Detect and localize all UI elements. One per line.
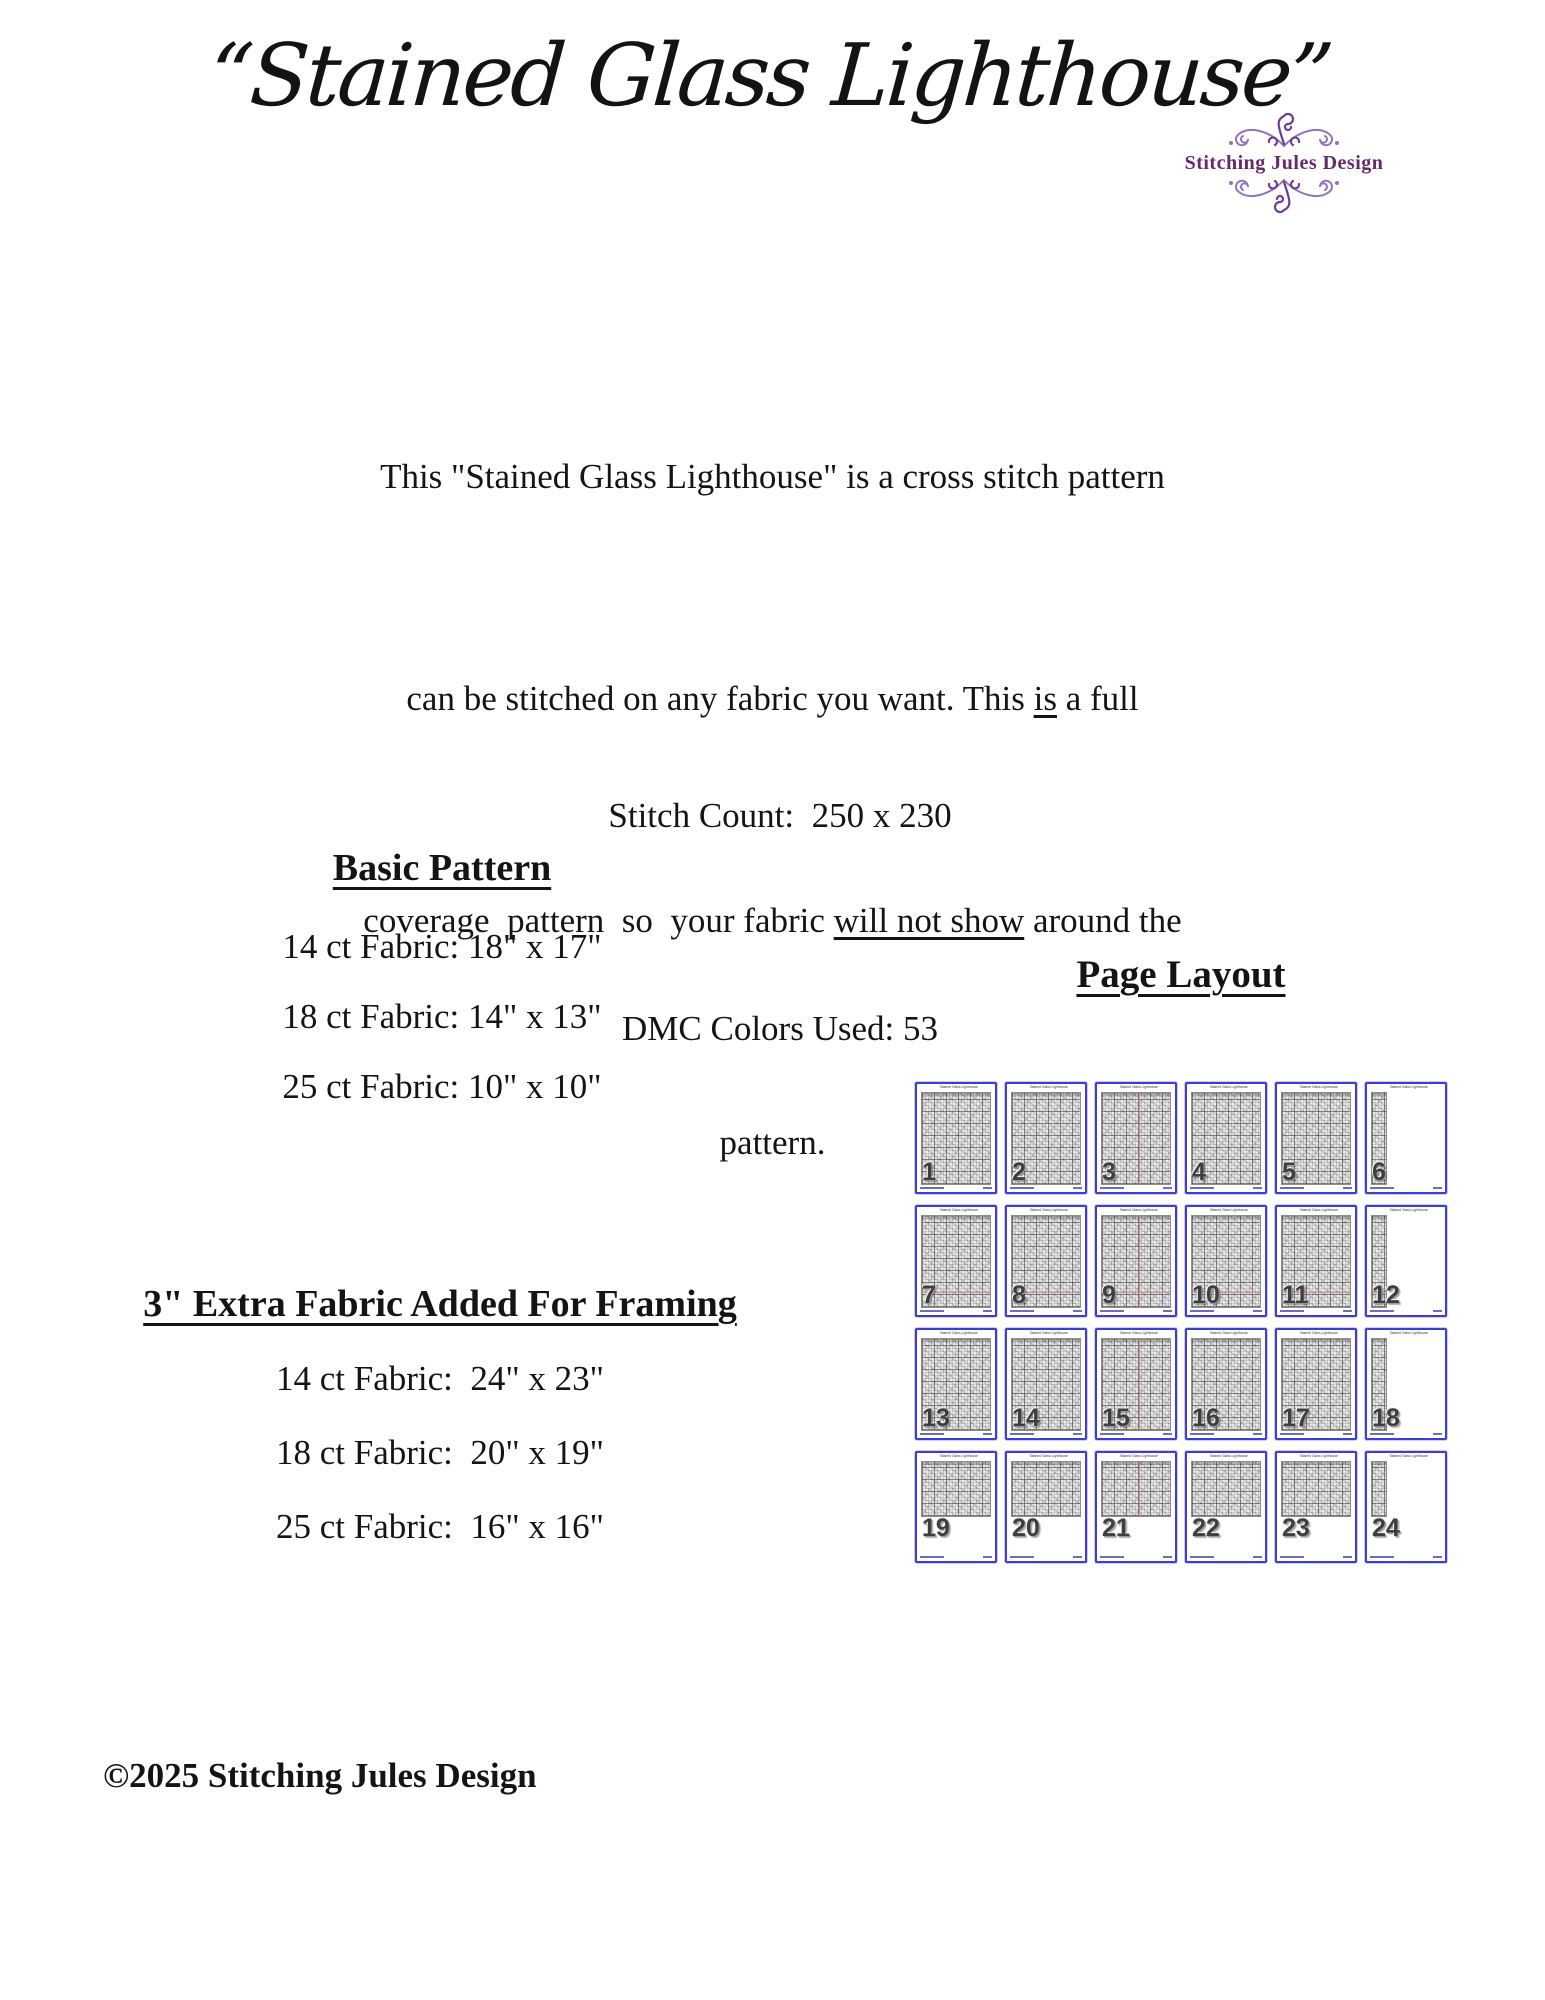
thumbnail-footer-right [1073, 1310, 1082, 1312]
thumbnail-footer-right [1433, 1310, 1442, 1312]
page-number: 24 [1372, 1514, 1400, 1542]
chart-center-vline [1139, 1093, 1140, 1184]
thumbnail-title: Stained Glass Lighthouse [939, 1208, 978, 1212]
thumbnail-footer-left [1370, 1187, 1394, 1189]
page-number: 6 [1372, 1158, 1386, 1186]
thumbnail-title: Stained Glass Lighthouse [1389, 1331, 1428, 1335]
stitch-chart-preview [921, 1461, 991, 1517]
framing-heading: 3" Extra Fabric Added For Framing [143, 1283, 737, 1325]
thumbnail-footer-right [1253, 1556, 1262, 1558]
fabric-size-line: 18 ct Fabric: 20" x 19" [276, 1433, 604, 1472]
thumbnail-footer-left [1190, 1433, 1214, 1435]
page-thumbnail [1185, 1328, 1267, 1440]
thumbnail-footer-left [1190, 1187, 1214, 1189]
page-number: 2 [1012, 1158, 1026, 1186]
page-thumbnail [915, 1082, 997, 1194]
page-number: 15 [1102, 1404, 1130, 1432]
thumbnail-footer-right [1073, 1187, 1082, 1189]
thumbnail-footer-right [1253, 1310, 1262, 1312]
thumbnail-title: Stained Glass Lighthouse [1209, 1454, 1248, 1458]
thumbnail-footer-right [983, 1556, 992, 1558]
thumbnail-footer-right [1343, 1310, 1352, 1312]
thumbnail-footer-left [1280, 1556, 1304, 1558]
stitch-count: Stitch Count: 250 x 230 [608, 796, 952, 835]
thumbnail-footer-right [1253, 1187, 1262, 1189]
thumbnail-title: Stained Glass Lighthouse [1029, 1331, 1068, 1335]
page-number: 10 [1192, 1281, 1220, 1309]
intro-line: pattern. [719, 1123, 826, 1162]
thumbnail-footer-left [1280, 1433, 1304, 1435]
thumbnail-footer-right [1163, 1556, 1172, 1558]
page-thumbnail [1365, 1328, 1447, 1440]
page-number: 11 [1282, 1281, 1309, 1309]
thumbnail-footer-right [1073, 1556, 1082, 1558]
thumbnail-footer-left [1100, 1187, 1124, 1189]
stitch-chart-preview [1101, 1461, 1171, 1517]
thumbnail-title: Stained Glass Lighthouse [1119, 1208, 1158, 1212]
thumbnail-footer-right [1073, 1433, 1082, 1435]
thumbnail-title: Stained Glass Lighthouse [1209, 1331, 1248, 1335]
thumbnail-footer-left [1280, 1187, 1304, 1189]
thumbnail-footer-left [1100, 1556, 1124, 1558]
thumbnail-title: Stained Glass Lighthouse [1029, 1208, 1068, 1212]
thumbnail-footer-right [1163, 1187, 1172, 1189]
thumbnail-footer-right [1433, 1556, 1442, 1558]
thumbnail-title: Stained Glass Lighthouse [939, 1331, 978, 1335]
page-thumbnail [1185, 1205, 1267, 1317]
page-number: 18 [1372, 1404, 1400, 1432]
page-number: 21 [1102, 1514, 1130, 1542]
page-number: 19 [922, 1514, 950, 1542]
thumbnail-title: Stained Glass Lighthouse [939, 1454, 978, 1458]
page-number: 5 [1282, 1158, 1296, 1186]
intro-line: can be stitched on any fabric you want. This is a full [406, 679, 1139, 718]
thumbnail-footer-right [1163, 1310, 1172, 1312]
page-number: 8 [1012, 1281, 1026, 1309]
chart-center-vline [1139, 1339, 1140, 1430]
thumbnail-footer-right [1253, 1433, 1262, 1435]
thumbnail-footer-left [1100, 1310, 1124, 1312]
thumbnail-title: Stained Glass Lighthouse [939, 1085, 978, 1089]
thumbnail-footer-right [1163, 1433, 1172, 1435]
thumbnail-footer-right [983, 1187, 992, 1189]
page-number: 9 [1102, 1281, 1116, 1309]
thumbnail-footer-left [920, 1556, 944, 1558]
fabric-size-line: 14 ct Fabric: 18" x 17" [282, 927, 602, 966]
page-thumbnail [1365, 1205, 1447, 1317]
thumbnail-footer-right [1433, 1433, 1442, 1435]
copyright-text: ©2025 Stitching Jules Design [103, 1756, 537, 1795]
page-thumbnail [1185, 1082, 1267, 1194]
thumbnail-footer-left [1100, 1433, 1124, 1435]
page-thumbnail [915, 1205, 997, 1317]
page-thumbnail [1275, 1328, 1357, 1440]
thumbnail-title: Stained Glass Lighthouse [1119, 1454, 1158, 1458]
stitch-chart-preview [1191, 1461, 1261, 1517]
thumbnail-footer-right [1343, 1556, 1352, 1558]
intro-line: This "Stained Glass Lighthouse" is a cross stitch pattern [380, 457, 1165, 496]
page-thumbnail [1365, 1082, 1447, 1194]
thumbnail-title: Stained Glass Lighthouse [1029, 1085, 1068, 1089]
thumbnail-title: Stained Glass Lighthouse [1029, 1454, 1068, 1458]
fabric-size-line: 14 ct Fabric: 24" x 23" [276, 1359, 604, 1398]
page-layout-grid [915, 1082, 1447, 1563]
page-number: 13 [922, 1404, 950, 1432]
page-number: 3 [1102, 1158, 1116, 1186]
thumbnail-footer-left [1010, 1433, 1034, 1435]
thumbnail-footer-left [920, 1310, 944, 1312]
page-number: 22 [1192, 1514, 1220, 1542]
page-thumbnail [1005, 1328, 1087, 1440]
page-thumbnail [1185, 1451, 1267, 1563]
basic-pattern-heading: Basic Pattern [332, 847, 552, 889]
brand-logo [1178, 112, 1390, 214]
thumbnail-footer-left [1280, 1310, 1304, 1312]
thumbnail-footer-left [1370, 1433, 1394, 1435]
fabric-size-line: 25 ct Fabric: 10" x 10" [282, 1067, 602, 1106]
thumbnail-title: Stained Glass Lighthouse [1389, 1208, 1428, 1212]
thumbnail-title: Stained Glass Lighthouse [1119, 1331, 1158, 1335]
page-thumbnail [1275, 1082, 1357, 1194]
page-number: 23 [1282, 1514, 1310, 1542]
thumbnail-footer-left [1010, 1556, 1034, 1558]
pattern-title: “Stained Glass Lighthouse” [205, 26, 1335, 126]
page-thumbnail [1095, 1328, 1177, 1440]
stitch-chart-preview [1011, 1461, 1081, 1517]
thumbnail-title: Stained Glass Lighthouse [1389, 1454, 1428, 1458]
page-number: 1 [922, 1158, 936, 1186]
basic-pattern-section [117, 846, 767, 1122]
page-number: 16 [1192, 1404, 1220, 1432]
thumbnail-footer-left [1010, 1187, 1034, 1189]
thumbnail-title: Stained Glass Lighthouse [1299, 1208, 1338, 1212]
dmc-colors-used: DMC Colors Used: 53 [622, 1009, 938, 1048]
thumbnail-footer-left [1010, 1310, 1034, 1312]
thumbnail-footer-right [1433, 1187, 1442, 1189]
thumbnail-title: Stained Glass Lighthouse [1299, 1331, 1338, 1335]
page-thumbnail [1005, 1082, 1087, 1194]
thumbnail-footer-right [983, 1433, 992, 1435]
thumbnail-title: Stained Glass Lighthouse [1209, 1085, 1248, 1089]
thumbnail-footer-right [1343, 1187, 1352, 1189]
logo-flourish-top-icon [1209, 112, 1359, 152]
thumbnail-footer-left [920, 1187, 944, 1189]
thumbnail-footer-left [1190, 1556, 1214, 1558]
stitch-chart-preview [1371, 1461, 1387, 1517]
page-thumbnail [1095, 1451, 1177, 1563]
thumbnail-title: Stained Glass Lighthouse [1209, 1208, 1248, 1212]
intro-line: coverage pattern so your fabric will not show around the [363, 901, 1182, 940]
chart-center-vline [1139, 1462, 1140, 1516]
framing-section [60, 1282, 820, 1564]
stitch-chart-preview [1281, 1461, 1351, 1517]
thumbnail-title: Stained Glass Lighthouse [1119, 1085, 1158, 1089]
thumbnail-footer-left [1370, 1310, 1394, 1312]
page-thumbnail [915, 1451, 997, 1563]
logo-flourish-bottom-icon [1209, 174, 1359, 214]
page-number: 14 [1012, 1404, 1040, 1432]
page-number: 17 [1282, 1404, 1310, 1432]
thumbnail-footer-left [1190, 1310, 1214, 1312]
page-thumbnail [1095, 1082, 1177, 1194]
fabric-size-line: 18 ct Fabric: 14" x 13" [282, 997, 602, 1036]
page-number: 12 [1372, 1281, 1400, 1309]
page-thumbnail [1365, 1451, 1447, 1563]
page-thumbnail [1275, 1451, 1357, 1563]
fabric-size-line: 25 ct Fabric: 16" x 16" [276, 1507, 604, 1546]
page-thumbnail [915, 1328, 997, 1440]
thumbnail-title: Stained Glass Lighthouse [1299, 1085, 1338, 1089]
page-number: 20 [1012, 1514, 1040, 1542]
thumbnail-footer-right [1343, 1433, 1352, 1435]
page-number: 7 [922, 1281, 936, 1309]
page-number: 4 [1192, 1158, 1206, 1186]
thumbnail-footer-left [1370, 1556, 1394, 1558]
logo-text: Stitching Jules Design [1184, 152, 1384, 174]
thumbnail-title: Stained Glass Lighthouse [1299, 1454, 1338, 1458]
page-thumbnail [1095, 1205, 1177, 1317]
page-thumbnail [1005, 1205, 1087, 1317]
page-thumbnail [1005, 1451, 1087, 1563]
thumbnail-title: Stained Glass Lighthouse [1389, 1085, 1428, 1089]
thumbnail-footer-left [920, 1433, 944, 1435]
thumbnail-footer-right [983, 1310, 992, 1312]
page-thumbnail [1275, 1205, 1357, 1317]
page-layout-heading: Page Layout [1076, 953, 1286, 996]
